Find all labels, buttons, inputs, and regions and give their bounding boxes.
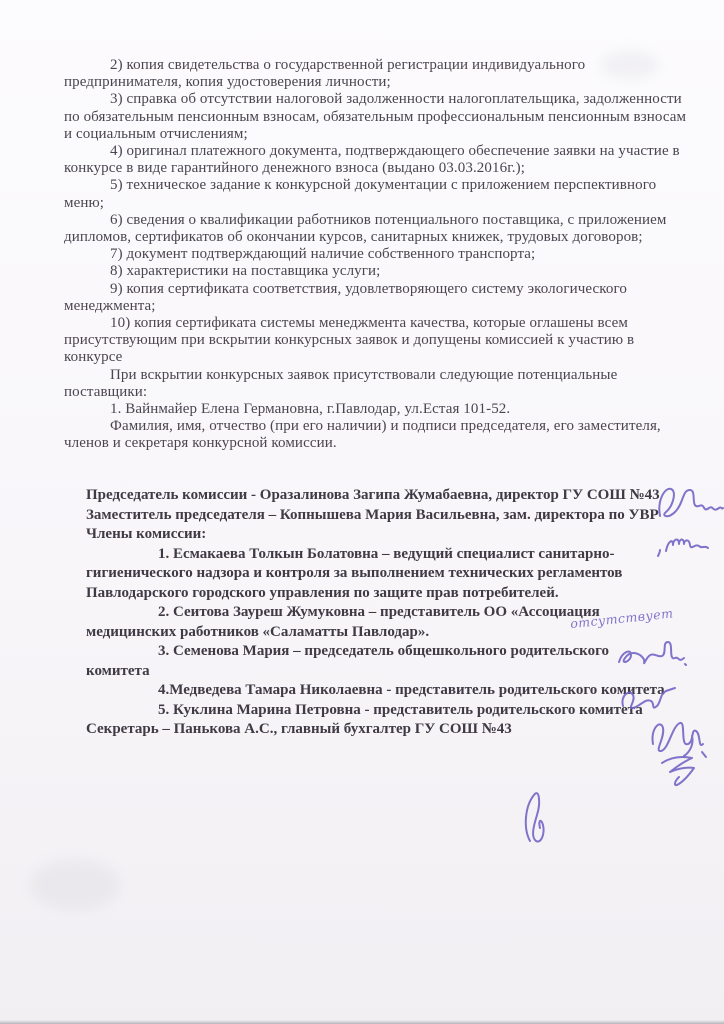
scan-smudge: [30, 860, 120, 910]
chairman-line: Председатель комиссии - Оразалинова Загипа Жумабаевна, директор ГУ СОШ №43: [86, 487, 660, 503]
chairman-signature-ink: [656, 482, 724, 528]
handwritten-absent-note: отсутствует: [569, 605, 675, 632]
document-paragraph: 2) копия свидетельства о государственной регистрации индивидуального предпринимателя, копия удостоверения личности;: [64, 57, 586, 91]
document-body: [64, 57, 688, 453]
document-paragraph: 6) сведения о квалификации работников потенциального поставщика, с приложением дипломов, сертификатов об окончании курсов, санитарных книжек, трудовых договоров;: [64, 211, 667, 246]
document-paragraph: 9) копия сертификата соответствия, удовлетворяющего систему экологического менеджмента;: [64, 280, 627, 314]
document-paragraph: 7) документ подтверждающий наличие собственного транспорта;: [110, 246, 536, 263]
deputy-chairman-line: Заместитель председателя – Копнышева Мария Васильевна, зам. директора по УВР: [86, 506, 659, 523]
document-paragraph: 8) характеристики на поставщика услуги;: [110, 263, 381, 280]
document-paragraph: 10) копия сертификата системы менеджмента качества, которые оглашены всем присутствующим при вскрытии конкурсных заявок и допущены комиссией к участию в конкурсе: [64, 315, 635, 366]
document-paragraph: 3) справка об отсутствии налоговой задолженности налогоплательщика, задолженности по обязательным пенсионным взносам, обязательным профессиональным пенсионным взносам и социальным отчислениям;: [64, 91, 687, 142]
secretary-line: Секретарь – Панькова А.С., главный бухгалтер ГУ СОШ №43: [86, 721, 512, 737]
document-paragraph: Фамилия, имя, отчество (при его наличии) и подписи председателя, его заместителя, членов и секретаря конкурсной комиссии.: [64, 418, 661, 452]
commission-member: 3. Семенова Мария – председатель общешкольного родительского комитета: [86, 643, 610, 679]
document-paragraph: 4) оригинал платежного документа, подтверждающего обеспечение заявки на участие в конкурсе в виде гарантийного денежного взноса (выдано 03.03.2016г.);: [64, 143, 680, 177]
commission-member: 4.Медведева Тамара Николаевна - представитель родительского комитета: [158, 682, 665, 698]
commission-member: 1. Есмакаева Толкын Болатовна – ведущий специалист санитарно-гигиенического надзора и контроля за выполнением технических регламентов Павлодарского городского управления по защите прав потребителей.: [86, 545, 623, 601]
commission-member: 2. Сеитова Зауреш Жумуковна – представитель ОО «Ассоциация медицинских работников «Саламатты Павлодар».: [86, 604, 600, 640]
seitova-signature-ink: [613, 634, 687, 678]
document-paragraph: При вскрытии конкурсных заявок присутствовали следующие потенциальные поставщики:: [64, 366, 618, 400]
scanner-edge-shadow: [0, 1020, 724, 1024]
commission-member: 5. Куклина Марина Петровна - представитель родительского комитета: [158, 701, 643, 718]
deputy-signature-ink: [654, 526, 710, 562]
document-paragraph: 1. Вайнмайер Елена Германовна, г.Павлодар, ул.Естая 101-52.: [110, 401, 511, 418]
secretary-signature-ink: [514, 789, 556, 847]
document-paragraph: 5) техническое задание к конкурсной документации с приложением перспективного меню;: [64, 177, 657, 211]
kuklina-signature-ink: [656, 748, 702, 786]
members-heading: Члены комиссии:: [86, 526, 207, 542]
